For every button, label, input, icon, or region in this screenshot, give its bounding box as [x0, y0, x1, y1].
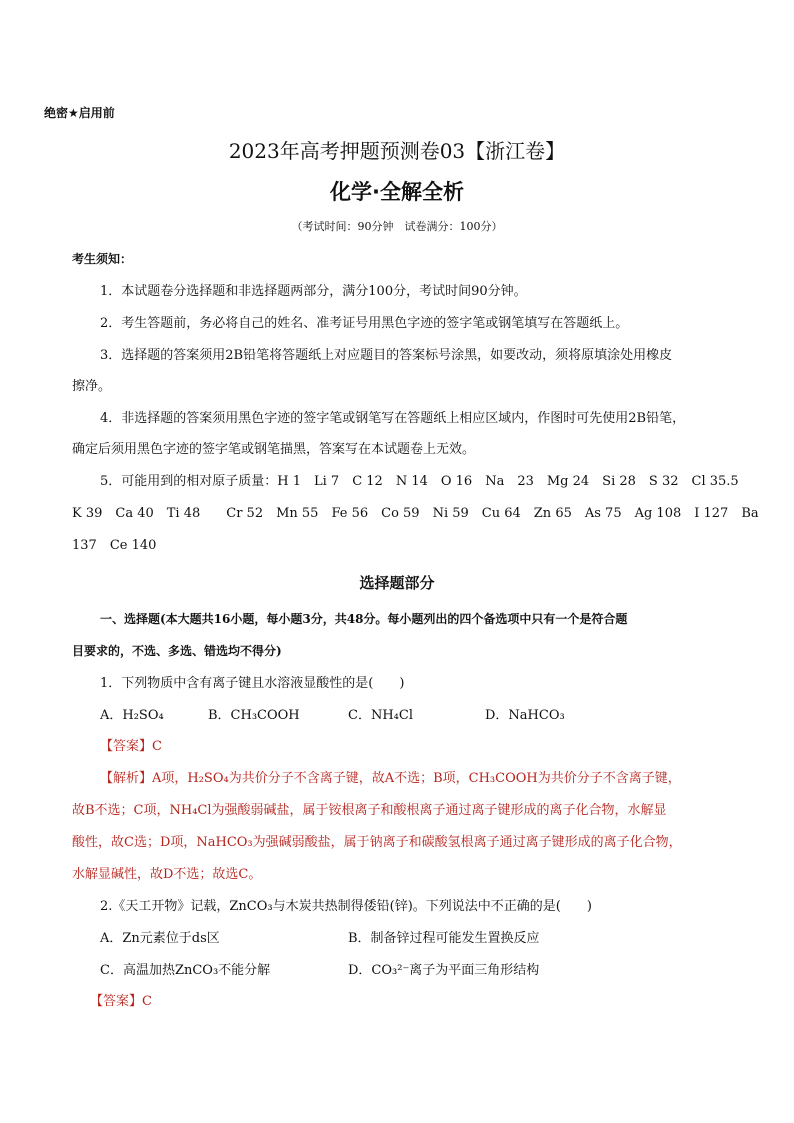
- notice-item-3-cont: 擦净。: [72, 379, 112, 394]
- question-2-option-d: D．CO₃²⁻离子为平面三角形结构: [348, 963, 540, 978]
- question-1-analysis: 【解析】A项，H₂SO₄为共价分子不含离子键，故A不选；B项，CH₃COOH为共价分子不含离子键，: [100, 771, 681, 786]
- section-part-instructions-cont: 目要求的，不选、多选、错选均不得分): [72, 644, 282, 658]
- notice-item-3: 3．选择题的答案须用2B铅笔将答题纸上对应题目的答案标号涂黑，如要改动，须将原填涂处用橡皮: [100, 348, 673, 363]
- question-2-stem: 2.《天工开物》记载，ZnCO₃与木炭共热制得倭铅(锌)。下列说法中不正确的是( ): [100, 899, 592, 914]
- question-2-option-b: B．制备锌过程可能发生置换反应: [348, 931, 540, 946]
- atomic-mass-line-2: K 39 Ca 40 Ti 48 Cr 52 Mn 55 Fe 56 Co 59 Ni 59 Cu 64 Zn 65 As 75 Ag 108 I 127 Ba: [72, 506, 759, 521]
- notice-item-2: 2．考生答题前，务必将自己的姓名、准考证号用黑色字迹的签字笔或钢笔填写在答题纸上。: [100, 316, 629, 331]
- section-heading: 选择题部分: [359, 574, 435, 592]
- question-1-option-c: C．NH₄Cl: [348, 708, 413, 723]
- question-2-answer: 【答案】C: [90, 994, 152, 1009]
- notice-item-5: 5．可能用到的相对原子质量：H 1 Li 7 C 12 N 14 O 16 Na 23 Mg 24 Si 28 S 32 Cl 35.5: [100, 474, 739, 489]
- confidential-label: 绝密★启用前: [44, 106, 115, 120]
- question-1-option-b: B．CH₃COOH: [208, 708, 300, 723]
- question-1-option-d: D．NaHCO₃: [485, 708, 565, 723]
- page-subtitle: 化学·全解全析: [330, 180, 464, 204]
- notice-item-4: 4．非选择题的答案须用黑色字迹的签字笔或钢笔写在答题纸上相应区域内，作图时可先使用2B铅笔，: [100, 411, 686, 426]
- notice-heading: 考生须知：: [72, 252, 133, 266]
- notice-item-4-cont: 确定后须用黑色字迹的签字笔或钢笔描黑，答案写在本试题卷上无效。: [72, 442, 476, 457]
- question-1-answer: 【答案】C: [100, 739, 162, 754]
- question-2-option-c: C．高温加热ZnCO₃不能分解: [100, 963, 271, 978]
- question-1-stem: 1．下列物质中含有离子键且水溶液显酸性的是( ): [100, 676, 405, 691]
- exam-title: 2023年高考押题预测卷03【浙江卷】: [228, 139, 566, 163]
- section-part-instructions: 一、选择题(本大题共16小题，每小题3分，共48分。每小题列出的四个备选项中只有一个是符合题: [100, 612, 628, 626]
- question-1-analysis-line-3: 酸性，故C选；D项，NaHCO₃为强碱弱酸盐，属于钠离子和碳酸氢根离子通过离子键形成的离子化合物，: [72, 835, 682, 850]
- question-2-option-a: A．Zn元素位于ds区: [100, 931, 220, 946]
- question-1-analysis-line-2: 故B不选；C项，NH₄Cl为强酸弱碱盐，属于铵根离子和酸根离子通过离子键形成的离子化合物，水解显: [72, 803, 667, 818]
- atomic-mass-line-3: 137 Ce 140: [72, 538, 157, 553]
- exam-info: （考试时间：90分钟 试卷满分：100分）: [291, 220, 503, 233]
- question-1-option-a: A．H₂SO₄: [100, 708, 164, 723]
- notice-item-1: 1．本试题卷分选择题和非选择题两部分，满分100分，考试时间90分钟。: [100, 284, 527, 299]
- question-1-analysis-line-4: 水解显碱性，故D不选；故选C。: [72, 867, 262, 882]
